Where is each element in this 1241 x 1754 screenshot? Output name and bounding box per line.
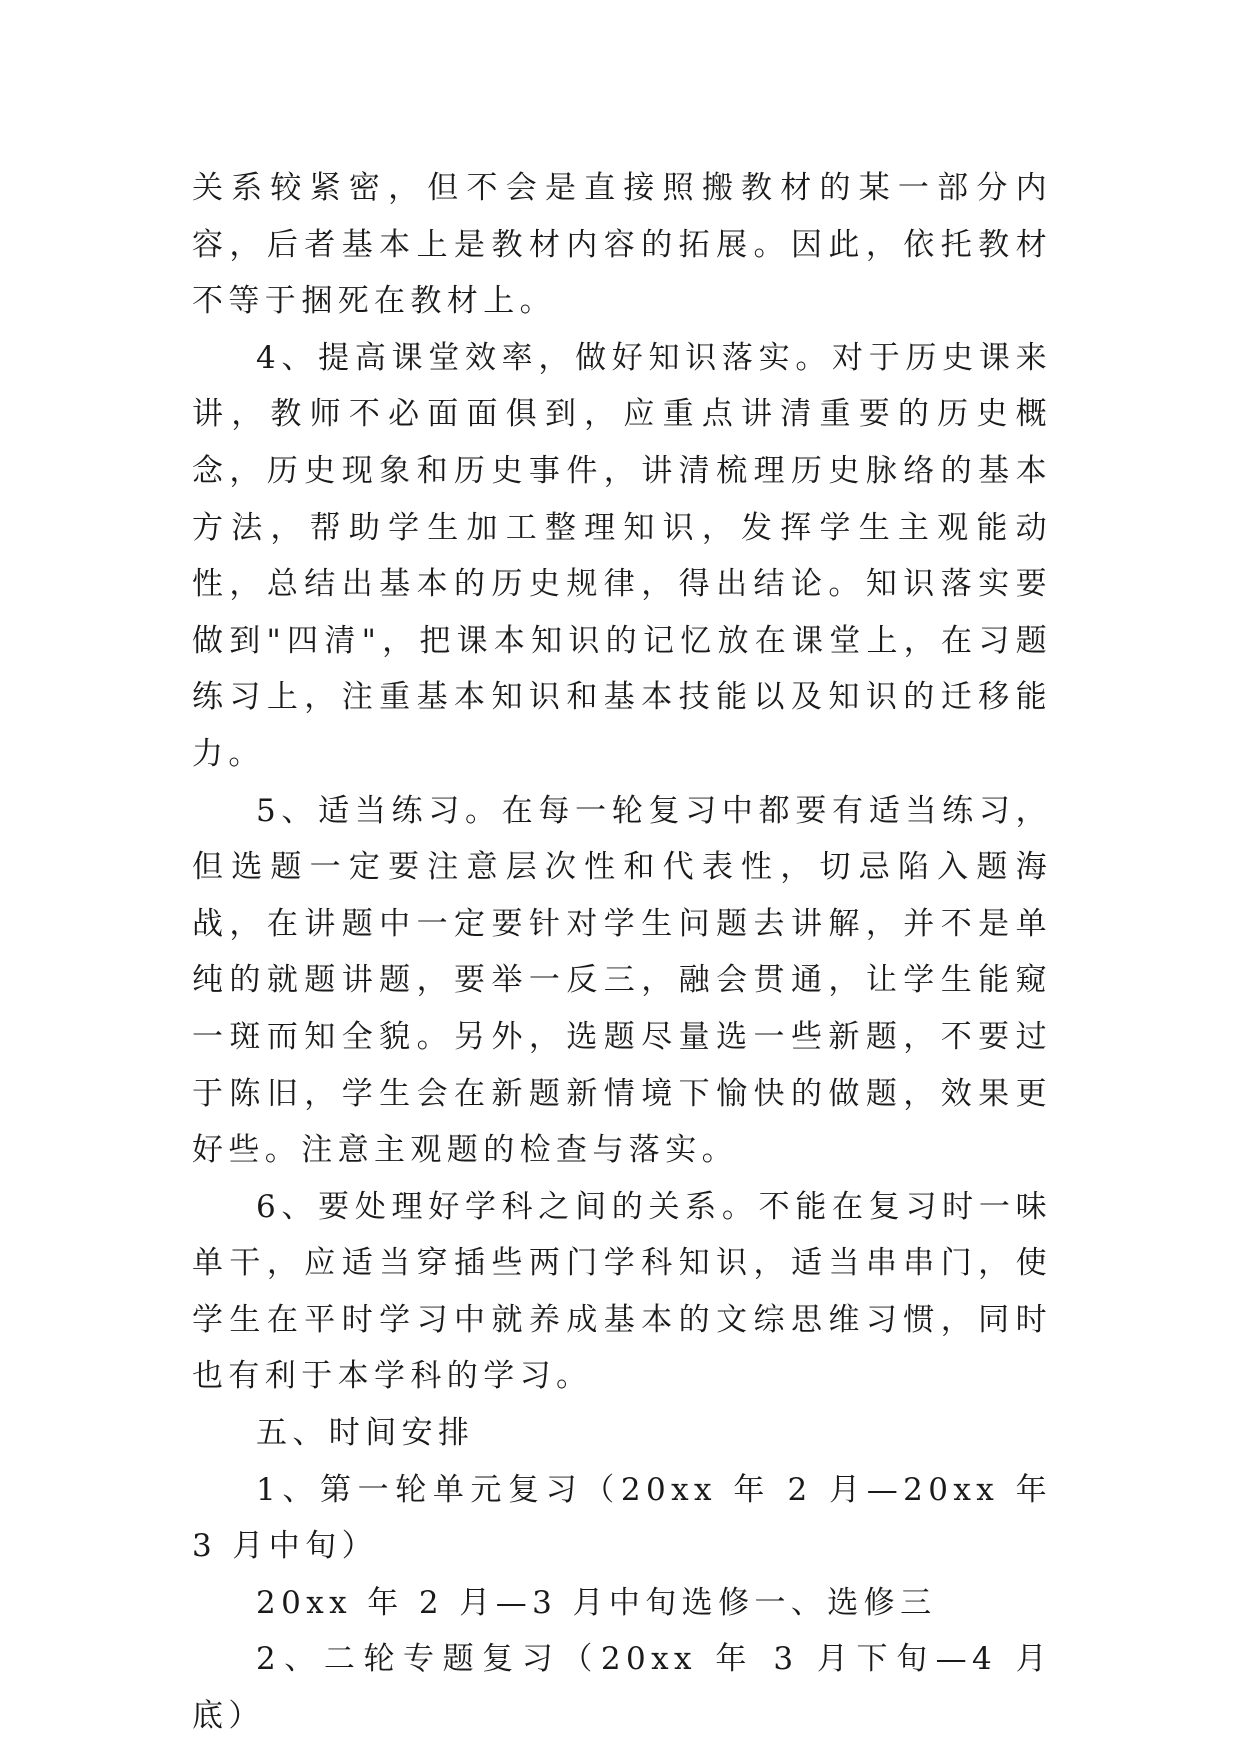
document-body [192, 160, 1052, 1745]
schedule-item-1-detail: 20xx 年 2 月—3 月中旬选修一、选修三 [256, 1584, 937, 1621]
section-heading-schedule: 五、时间安排 [256, 1415, 475, 1452]
paragraph-item-4: 4、提高课堂效率，做好知识落实。对于历史课来讲，教师不必面面俱到，应重点讲清重要的历史概念，历史现象和历史事件，讲清梳理历史脉络的基本方法，帮助学生加工整理知识，发挥学生主观能动性，总结出基本的历史规律，得出结论。知识落实要做到"四清"，把课本知识的记忆放在课堂上，在习题练习上，注重基本知识和基本技能以及知识的迁移能力。 [192, 339, 1052, 772]
schedule-item-1: 1、第一轮单元复习（20xx 年 2 月—20xx 年 3 月中旬） [192, 1471, 1052, 1565]
paragraph-item-5: 5、适当练习。在每一轮复习中都要有适当练习，但选题一定要注意层次性和代表性，切忌陷入题海战，在讲题中一定要针对学生问题去讲解，并不是单纯的就题讲题，要举一反三，融会贯通，让学生能窥一斑而知全貌。另外，选题尽量选一些新题，不要过于陈旧，学生会在新题新情境下愉快的做题，效果更好些。注意主观题的检查与落实。 [192, 792, 1052, 1169]
paragraph-item-6: 6、要处理好学科之间的关系。不能在复习时一味单干，应适当穿插些两门学科知识，适当串串门，使学生在平时学习中就养成基本的文综思维习惯，同时也有利于本学科的学习。 [192, 1188, 1052, 1395]
schedule-item-2: 2、二轮专题复习（20xx 年 3 月下旬—4 月底） [192, 1641, 1052, 1735]
paragraph-continuation: 关系较紧密，但不会是直接照搬教材的某一部分内容，后者基本上是教材内容的拓展。因此，依托教材不等于捆死在教材上。 [192, 170, 1052, 320]
